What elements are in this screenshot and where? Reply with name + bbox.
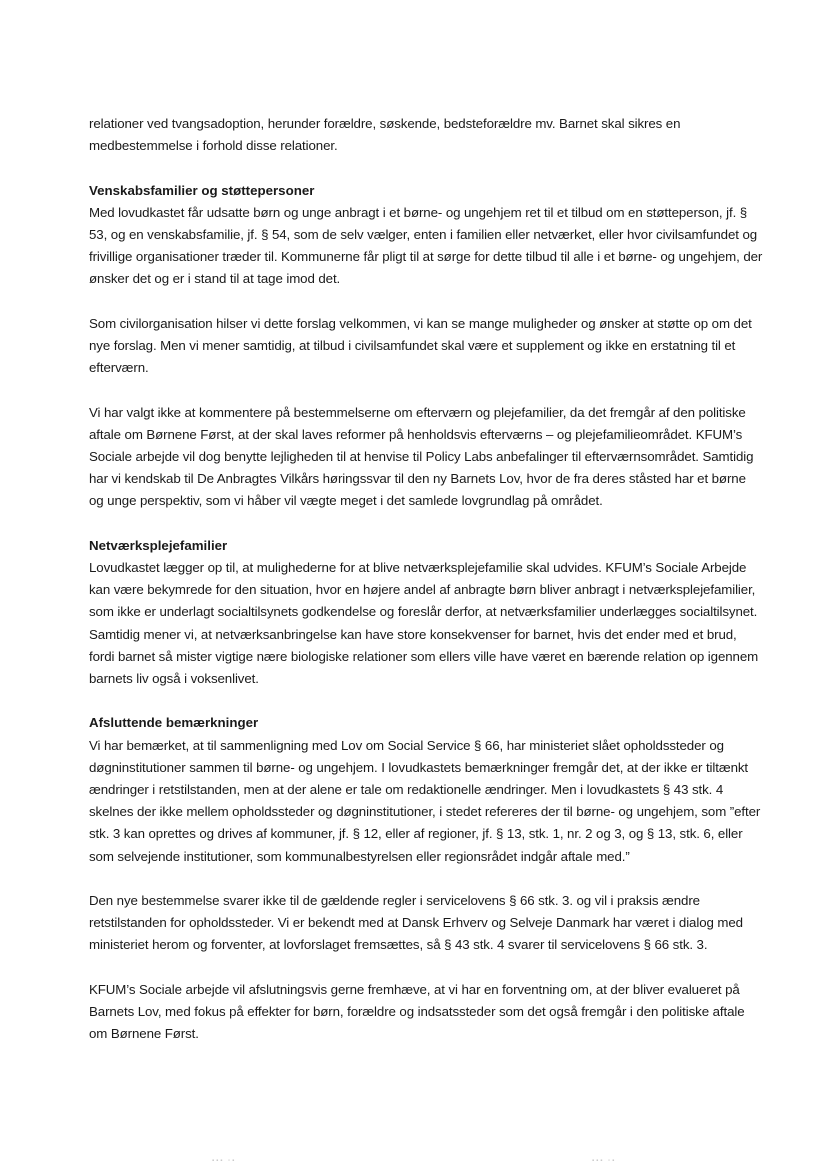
paragraph: Som civilorganisation hilser vi dette forslag velkommen, vi kan se mange muligheder og ønsker at støtte op om det nye forslag. Men vi mener samtidig, at tilbud i civilsamfundet skal være et supplement og ikke en erstatning til et efterværn. xyxy=(89,315,752,376)
section-heading: Netværksplejefamilier xyxy=(89,537,228,553)
section-heading: Venskabsfamilier og støttepersoner xyxy=(89,182,315,198)
paragraph: Den nye bestemmelse svarer ikke til de gældende regler i servicelovens § 66 stk. 3. og vil i praksis ændre retstilstanden for opholdssteder. Vi er bekendt med at Dansk Erhverv og Selveje Danmark har været i dialog med ministeriet herom og forventer, at lovforslaget fremsættes, så § 43 stk. 4 svarer til servicelovens § 66 stk. 3. xyxy=(89,893,743,953)
paragraph: Med lovudkastet får udsatte børn og unge anbragt i et børne- og ungehjem ret til et tilbud om en støtteperson, jf. § 53, og en venskabsfamilie, jf. § 54, som de selv vælger, enten i familien eller netværket, eller hvor civilsamfundet og frivillige organisationer træder til. Kommunerne får pligt til at sørge for dette tilbud til alle i et børne- og ungehjem, der ønsker det og er i stand til at tage imod det. xyxy=(89,204,763,287)
section-netvaerksplejefamilier xyxy=(89,535,764,690)
paragraph: Lovudkastet lægger op til, at mulighederne for at blive netværksplejefamilie skal udvides. KFUM’s Sociale Arbejde kan være bekymrede for den situation, hvor en højere andel af anbragte børn bliver anbragt i netværksplejefamilier, som ikke er underlagt socialtilsynets godkendelse og foreslår derfor, at netværksfamilier underlægges socialtilsynet. Samtidig mener vi, at netværksanbringelse kan have store konsekvenser for barnet, hvis det ender med et brud, fordi barnet så mister vigtige nære biologiske relationer som ellers ville have været en bærende relation op igennem barnets liv også i voksenlivet. xyxy=(89,560,759,687)
intro-block xyxy=(89,113,764,157)
intro-paragraph: relationer ved tvangsadoption, herunder forældre, søskende, bedsteforældre mv. Barnet skal sikres en medbestemmelse i forhold disse relationer. xyxy=(89,116,681,154)
scan-artifact-left: ▪▪▪ ▫▪ xyxy=(212,1158,237,1164)
scan-artifact-right: ▪▪▪ ▫▪ xyxy=(592,1158,617,1164)
section-heading: Afsluttende bemærkninger xyxy=(89,715,259,731)
paragraph: Vi har valgt ikke at kommentere på bestemmelserne om efterværn og plejefamilier, da det fremgår af den politiske aftale om Børnene Først, at der skal laves reformer på henholdsvis efterværns – og plejefamilieområdet. KFUM’s Sociale arbejde vil dog benytte lejligheden til at henvise til Policy Labs anbefalinger til efterværnsområdet. Samtidig har vi kendskab til De Anbragtes Vilkårs høringssvar til den ny Barnets Lov, hvor de fra deres ståsted har et børne og unge perspektiv, som vi håber vil vægte meget i det samlede lovgrundlag på området. xyxy=(89,404,754,509)
section-venskabsfamilier xyxy=(89,180,764,513)
paragraph: KFUM’s Sociale arbejde vil afslutningsvis gerne fremhæve, at vi har en forventning om, at der bliver evalueret på Barnets Lov, med fokus på effekter for børn, forældre og indsatssteder som det også fremgår i den politiske aftale om Børnene Først. xyxy=(89,981,745,1042)
paragraph: Vi har bemærket, at til sammenligning med Lov om Social Service § 66, har ministeriet slået opholdssteder og døgninstitutioner sammen til børne- og ungehjem. I lovudkastets bemærkninger fremgår det, at der ikke er tiltænkt ændringer i retstilstanden, men at der alene er tale om redaktionelle ændringer. Men i lovudkastets § 43 stk. 4 skelnes der ikke mellem opholdssteder og døgninstitutioner, i stedet refereres der til børne- og ungehjem, som ”efter stk. 3 kan oprettes og drives af kommuner, jf. § 12, eller af regioner, jf. § 13, stk. 1, nr. 2 og 3, og § 13, stk. 6, eller som selvejende institutioner, som kommunalbestyrelsen eller regionsrådet indgår aftale med.” xyxy=(89,737,761,864)
section-afsluttende-bemaerkninger xyxy=(89,712,764,1045)
